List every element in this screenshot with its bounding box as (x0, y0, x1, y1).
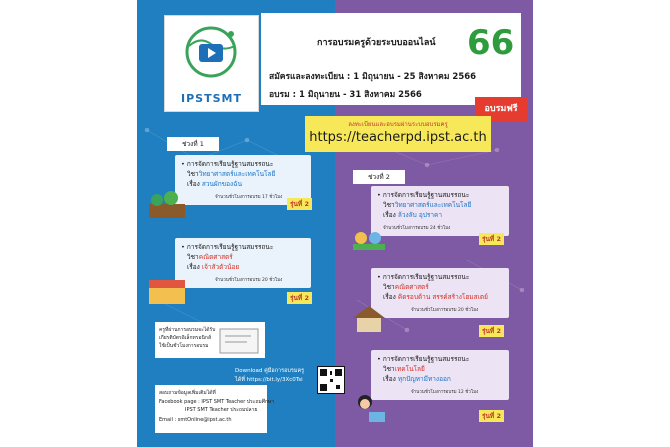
course-hours: จำนวนชั่วโมงการอบรม 17 ชั่วโมง (215, 195, 283, 200)
course-card (371, 268, 509, 318)
generation-badge: รุ่นที่ 2 (479, 233, 504, 245)
course-topic: เรื่อง คิดรอบด้าน สรรค์สร้างโฮมสเตย์ (383, 293, 488, 301)
url-banner[interactable] (305, 116, 491, 152)
course-subject: วิชาคณิตศาสตร์ (383, 283, 429, 291)
training-dates: อบรม : 1 มิถุนายน - 31 สิงหาคม 2566 (269, 90, 422, 100)
title-card (261, 13, 521, 105)
certificate-card (155, 322, 265, 358)
course-line1: • การจัดการเรียนรู้ฐานสมรรถนะ (377, 355, 470, 363)
qr-code-icon[interactable] (317, 366, 345, 394)
certificate-line2: เกียรติบัตรอิเล็กทรอนิกส์ (159, 335, 211, 341)
course-line1: • การจัดการเรียนรู้ฐานสมรรถนะ (181, 243, 274, 251)
course-hours: จำนวนชั่วโมงการอบรม 24 ชั่วโมง (383, 226, 451, 231)
course-card (371, 350, 509, 400)
course-card (371, 186, 509, 236)
homestay-icon (349, 304, 389, 334)
course-topic: เรื่อง ล้วงลับ อุปราคา (383, 211, 443, 219)
course-hours: จำนวนชั่วโมงการอบรม 20 ชั่วโมง (411, 308, 479, 313)
course-line1: • การจัดการเรียนรู้ฐานสมรรถนะ (181, 160, 274, 168)
edition-number: 66 (467, 23, 515, 63)
course-hours: จำนวนชั่วโมงการอบรม 20 ชั่วโมง (215, 278, 283, 283)
contact-email[interactable]: Email : smtOnline@ipst.ac.th (159, 417, 232, 423)
certificate-line3: ใช้เป็นชั่วโมงการอบรม (159, 343, 209, 349)
download-link[interactable]: ได้ที่ https://bit.ly/3Xc0Tsi (235, 377, 303, 383)
certificate-icon (219, 328, 259, 354)
course-line1: • การจัดการเรียนรู้ฐานสมรรถนะ (377, 273, 470, 281)
course-subject: วิชาคณิตศาสตร์ (187, 253, 233, 261)
generation-badge: รุ่นที่ 2 (479, 410, 504, 422)
logo-text: IPSTSMT (181, 92, 242, 105)
globe-play-icon (165, 16, 258, 86)
garden-illustration-icon (147, 190, 187, 220)
market-stall-icon (147, 276, 187, 306)
student-laptop-icon (349, 392, 389, 426)
course-line1: • การจัดการเรียนรู้ฐานสมรรถนะ (377, 191, 470, 199)
course-card (175, 238, 311, 288)
free-badge: อบรมฟรี (475, 97, 527, 121)
course-topic: เรื่อง สวนผักของฉัน (187, 180, 243, 188)
course-topic: เรื่อง เจ้าสัวตัวน้อย (187, 263, 240, 271)
page-title: การอบรมครูด้วยระบบออนไลน์ (317, 38, 436, 48)
course-subject: วิชาวิทยาศาสตร์และเทคโนโลยี (383, 201, 472, 209)
generation-badge: รุ่นที่ 2 (287, 198, 312, 210)
contact-facebook1[interactable]: Facebook page : IPST SMT Teacher ประถมศึกษา (159, 399, 275, 405)
url-link[interactable]: https://teacherpd.ipst.ac.th (309, 130, 487, 145)
url-caption: ลงทะเบียนและอบรมผ่านระบบอบรมครู (348, 121, 448, 128)
contact-card (155, 385, 275, 433)
certificate-line1: ครูที่ผ่านการอบรมจะได้รับ (159, 327, 216, 333)
contact-heading: สอบถามข้อมูลเพิ่มเติมได้ที่ (159, 390, 216, 396)
download-line1: Download คู่มือการอบรมครู (235, 368, 305, 374)
phase2-label: ช่วงที่ 2 (353, 170, 405, 184)
generation-badge: รุ่นที่ 2 (479, 325, 504, 337)
course-hours: จำนวนชั่วโมงการอบรม 12 ชั่วโมง (411, 390, 479, 395)
generation-badge: รุ่นที่ 2 (287, 292, 312, 304)
poster (137, 0, 533, 447)
contact-facebook2[interactable]: IPST SMT Teacher ประถมปลาย (185, 407, 258, 413)
register-dates: สมัครและลงทะเบียน : 1 มิถุนายน - 25 สิงหาคม 2566 (269, 72, 477, 82)
course-topic: เรื่อง ทุกปัญหามีทางออก (383, 375, 451, 383)
phase1-label: ช่วงที่ 1 (167, 137, 219, 151)
course-subject: วิชาวิทยาศาสตร์และเทคโนโลยี (187, 170, 276, 178)
ipst-logo-card (164, 15, 259, 112)
eclipse-people-icon (349, 222, 389, 252)
course-subject: วิชาเทคโนโลยี (383, 365, 425, 373)
